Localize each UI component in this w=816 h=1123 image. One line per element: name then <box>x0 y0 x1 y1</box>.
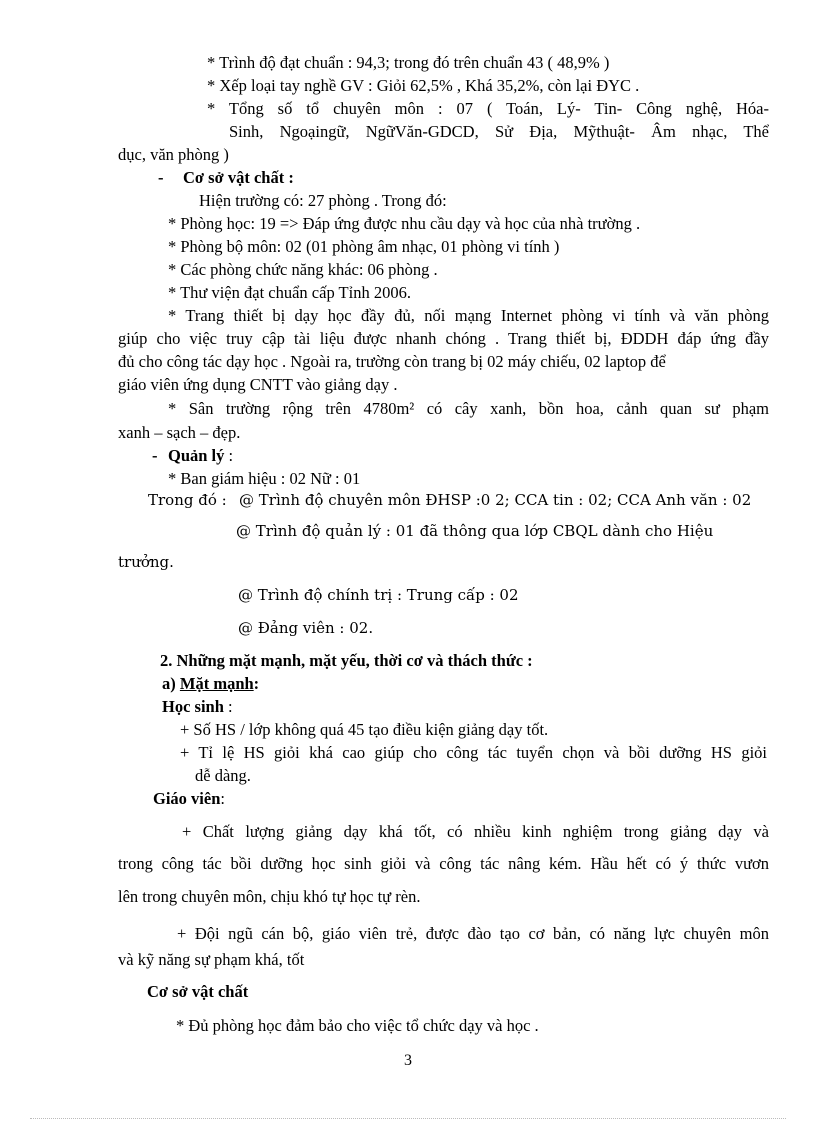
standard-level-line: * Trình độ đạt chuẩn : 94,3; trong đó trên chuẩn 43 ( 48,9% ) <box>207 53 610 72</box>
political-line: @ Trình độ chính trị : Trung cấp : 02 <box>238 586 519 604</box>
departments-line-2: Sinh, Ngoạingữ, NgữVăn-GDCD, Sử Địa, Mỹthuật- Âm nhạc, Thể <box>229 122 769 141</box>
strengths-heading-row <box>162 673 259 695</box>
page-number: 3 <box>404 1052 412 1069</box>
facilities-dash: - <box>158 168 164 187</box>
teachers-label: Giáo viên <box>153 789 221 808</box>
strengths-prefix: a) <box>162 674 180 693</box>
classrooms-line: * Phòng học: 19 => Đáp ứng được nhu cầu dạy và học của nhà trường . <box>168 214 641 233</box>
facilities-strength-item-1: * Đủ phòng học đảm bảo cho việc tổ chức dạy và học . <box>176 1016 539 1035</box>
departments-line-1: * Tổng số tổ chuyên môn : 07 ( Toán, Lý- Tin- Công nghệ, Hóa- <box>207 99 769 118</box>
students-colon: : <box>223 697 233 716</box>
equipment-line-2: giúp cho việc truy cập tài liệu được nhanh chóng . Trang thiết bị, ĐDDH đáp ứng đầy <box>118 329 769 348</box>
facilities-strength-label: Cơ sở vật chất <box>147 982 249 1001</box>
departments-line-3: dục, văn phòng ) <box>118 145 229 164</box>
teachers-item-1-line-2: trong công tác bồi dưỡng học sinh giỏi và công tác nâng kém. Hầu hết có ý thức vươn <box>118 854 769 873</box>
professional-line: @ Trình độ chuyên môn ĐHSP :0 2; CCA tin : 02; CCA Anh văn : 02 <box>239 491 752 509</box>
equipment-line-4: giáo viên ứng dụng CNTT vào giảng dạy . <box>118 375 398 394</box>
management-heading-row <box>168 445 233 467</box>
function-rooms-line: * Các phòng chức năng khác: 06 phòng . <box>168 260 438 279</box>
teachers-item-1-line-3: lên trong chuyên môn, chịu khó tự học tự rèn. <box>118 887 421 906</box>
library-line: * Thư viện đạt chuẩn cấp Tỉnh 2006. <box>168 283 411 302</box>
facilities-heading: Cơ sở vật chất : <box>183 168 294 187</box>
of-which-label: Trong đó : <box>148 491 227 509</box>
students-item-2-line-1: + Tỉ lệ HS giỏi khá cao giúp cho công tác tuyển chọn và bồi dưỡng HS giỏi <box>180 743 767 762</box>
teachers-colon: : <box>220 789 225 808</box>
party-line: @ Đảng viên : 02. <box>238 619 374 637</box>
teachers-item-2-line-2: và kỹ năng sự phạm khá, tốt <box>118 950 305 969</box>
equipment-line-3: đủ cho công tác dạy học . Ngoài ra, trường còn trang bị 02 máy chiếu, 02 laptop để <box>118 352 666 371</box>
skill-rating-line: * Xếp loại tay nghề GV : Giỏi 62,5% , Khá 35,2%, còn lại ĐYC . <box>207 76 640 95</box>
page-bottom-divider <box>30 1118 786 1119</box>
strengths-label: Mặt mạnh <box>179 674 254 693</box>
students-item-1: + Số HS / lớp không quá 45 tạo điều kiện giảng dạy tốt. <box>180 720 549 739</box>
subject-rooms-line: * Phòng bộ môn: 02 (01 phòng âm nhạc, 01 phòng vi tính ) <box>168 237 560 256</box>
management-dash: - <box>152 446 158 465</box>
teachers-heading-row <box>153 788 225 810</box>
equipment-line-1: * Trang thiết bị dạy học đầy đủ, nối mạng Internet phòng vi tính và văn phòng <box>168 306 769 325</box>
students-label: Học sinh <box>162 697 224 716</box>
management-level-line-2: trưởng. <box>118 553 174 571</box>
facilities-current: Hiện trường có: 27 phòng . Trong đó: <box>199 191 447 210</box>
teachers-item-1-line-1: + Chất lượng giảng dạy khá tốt, có nhiều kinh nghiệm trong giảng dạy và <box>182 822 769 841</box>
board-line: * Ban giám hiệu : 02 Nữ : 01 <box>168 469 361 488</box>
management-heading-colon: : <box>224 446 234 465</box>
students-heading-row <box>162 696 233 718</box>
strengths-colon: : <box>253 674 260 693</box>
management-heading: Quản lý <box>168 446 225 465</box>
swot-heading: 2. Những mặt mạnh, mặt yếu, thời cơ và thách thức : <box>160 651 533 670</box>
teachers-item-2-line-1: + Đội ngũ cán bộ, giáo viên trẻ, được đào tạo cơ bản, có năng lực chuyên môn <box>177 924 769 943</box>
students-item-2-line-2: dễ dàng. <box>195 766 251 785</box>
management-level-line-1: @ Trình độ quản lý : 01 đã thông qua lớp CBQL dành cho Hiệu <box>236 522 714 540</box>
yard-line-1: * Sân trường rộng trên 4780m² có cây xanh, bồn hoa, cảnh quan sư phạm <box>168 399 769 418</box>
yard-line-2: xanh – sạch – đẹp. <box>118 423 241 442</box>
